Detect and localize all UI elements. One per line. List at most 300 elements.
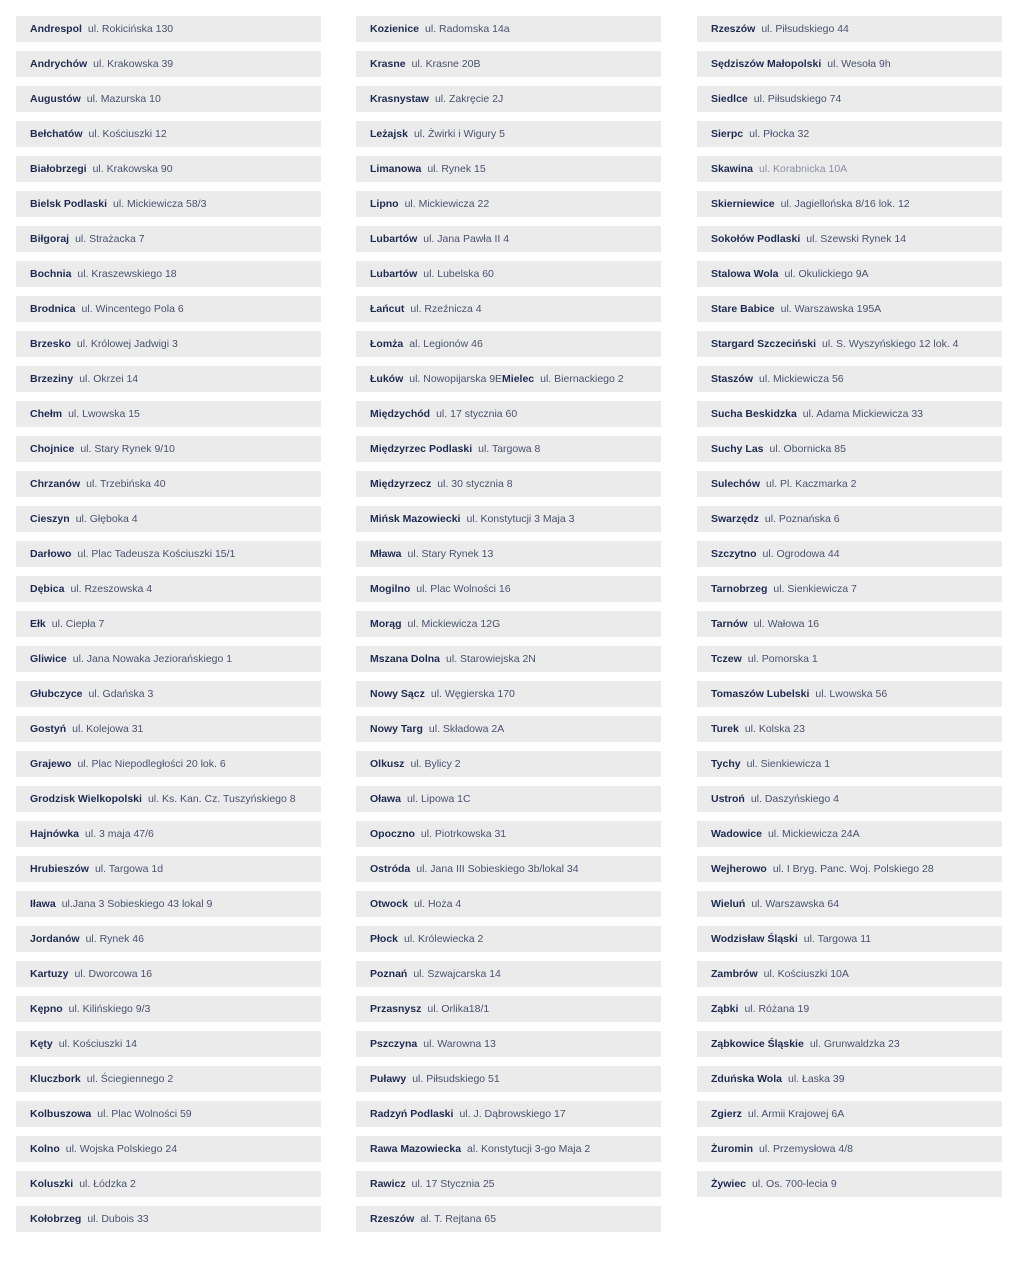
location-address: ul. Konstytucji 3 Maja 3: [466, 513, 575, 525]
location-city: Poznań: [370, 968, 408, 980]
location-address: ul. Kościuszki 12: [88, 128, 167, 140]
location-city: Bełchatów: [30, 128, 83, 140]
location-address: ul. Kilińskiego 9/3: [68, 1003, 151, 1015]
location-item[interactable]: [697, 786, 1002, 812]
location-item[interactable]: [356, 926, 661, 952]
location-address: ul. Obornicka 85: [769, 443, 846, 455]
location-city: Bielsk Podlaski: [30, 198, 108, 210]
location-address: ul. Warowna 13: [423, 1038, 496, 1050]
location-city: Swarzędz: [711, 513, 759, 525]
location-city: Rawicz: [370, 1178, 406, 1190]
location-item[interactable]: [697, 856, 1002, 882]
location-city: Augustów: [30, 93, 81, 105]
location-city: Sucha Beskidzka: [711, 408, 797, 420]
location-address: ul. Ogrodowa 44: [762, 548, 840, 560]
location-city: Bochnia: [30, 268, 72, 280]
location-city: Hajnówka: [30, 828, 80, 840]
location-address: ul. 17 Stycznia 25: [411, 1178, 495, 1190]
location-city: Mińsk Mazowiecki: [370, 513, 461, 525]
location-city: Siedlce: [711, 93, 748, 105]
location-item[interactable]: [697, 191, 1002, 217]
location-city: Limanowa: [370, 163, 422, 175]
location-address: ul. Sienkiewicza 7: [773, 583, 857, 595]
location-address: ul. Okrzei 14: [79, 373, 139, 385]
location-address: ul. Kolska 23: [744, 723, 805, 735]
location-item[interactable]: [356, 856, 661, 882]
location-item[interactable]: [697, 611, 1002, 637]
location-item[interactable]: [697, 296, 1002, 322]
location-city: Łuków: [370, 373, 404, 385]
location-item[interactable]: [16, 156, 321, 182]
location-address: ul. Rynek 15: [427, 163, 486, 175]
location-city: Kępno: [30, 1003, 63, 1015]
locations-column-3: [697, 16, 1002, 1206]
location-item[interactable]: [356, 331, 661, 357]
location-item[interactable]: [356, 1031, 661, 1057]
location-address: ul. Węgierska 170: [430, 688, 515, 700]
location-item[interactable]: [697, 961, 1002, 987]
location-city: Gliwice: [30, 653, 67, 665]
location-city: Białobrzegi: [30, 163, 87, 175]
location-city: Kozienice: [370, 23, 420, 35]
location-city: Brzeziny: [30, 373, 74, 385]
location-item[interactable]: [356, 1066, 661, 1092]
location-address: ul. Królowej Jadwigi 3: [76, 338, 178, 350]
location-city: Tomaszów Lubelski: [711, 688, 810, 700]
location-city: Mszana Dolna: [370, 653, 441, 665]
location-city: Wieluń: [711, 898, 746, 910]
location-city: Wodzisław Śląski: [711, 933, 798, 945]
location-city: Ząbkowice Śląskie: [711, 1038, 804, 1050]
location-city: Kęty: [30, 1038, 53, 1050]
location-item[interactable]: [16, 401, 321, 427]
location-city: Mielec: [502, 373, 535, 385]
location-address: ul. Plac Wolności 59: [97, 1108, 192, 1120]
location-city: Wejherowo: [711, 863, 767, 875]
location-address: ul. Sienkiewicza 1: [746, 758, 831, 770]
location-address: ul. Rokicińska 130: [87, 23, 174, 35]
location-item[interactable]: [16, 436, 321, 462]
location-item[interactable]: [16, 541, 321, 567]
location-city: Grodzisk Wielkopolski: [30, 793, 142, 805]
location-item[interactable]: [697, 576, 1002, 602]
location-item[interactable]: [356, 611, 661, 637]
location-city: Gostyń: [30, 723, 67, 735]
location-address: ul. Plac Niepodległości 20 lok. 6: [77, 758, 226, 770]
location-city: Ostróda: [370, 863, 411, 875]
location-address: ul. Lubelska 60: [423, 268, 494, 280]
location-item[interactable]: [356, 821, 661, 847]
location-city: Brzesko: [30, 338, 71, 350]
location-item[interactable]: [16, 1136, 321, 1162]
location-item[interactable]: [16, 191, 321, 217]
location-item[interactable]: [16, 856, 321, 882]
location-city: Opoczno: [370, 828, 415, 840]
location-city: Łańcut: [370, 303, 405, 315]
location-item[interactable]: [697, 401, 1002, 427]
location-address: ul. Korabnicka 10A: [759, 163, 848, 175]
location-item[interactable]: [16, 891, 321, 917]
location-address: ul. J. Dąbrowskiego 17: [459, 1108, 566, 1120]
location-city: Skawina: [711, 163, 754, 175]
location-city: Tarnobrzeg: [711, 583, 768, 595]
location-city: Biłgoraj: [30, 233, 70, 245]
location-address: ul. Jana Pawła II 4: [423, 233, 510, 245]
location-city: Zambrów: [711, 968, 758, 980]
location-item[interactable]: [356, 576, 661, 602]
location-city: Ełk: [30, 618, 46, 630]
location-city: Płock: [370, 933, 399, 945]
location-item[interactable]: [16, 296, 321, 322]
location-item[interactable]: [16, 576, 321, 602]
location-city: Jordanów: [30, 933, 80, 945]
location-address: ul. Jana III Sobieskiego 3b/lokal 34: [416, 863, 579, 875]
location-item[interactable]: [697, 1136, 1002, 1162]
location-city: Tychy: [711, 758, 741, 770]
location-item[interactable]: [16, 1171, 321, 1197]
location-city: Chrzanów: [30, 478, 81, 490]
location-item[interactable]: [697, 86, 1002, 112]
location-item[interactable]: [697, 681, 1002, 707]
location-item[interactable]: [16, 16, 321, 42]
location-item[interactable]: [356, 401, 661, 427]
location-address: ul. Głęboka 4: [75, 513, 138, 525]
location-item[interactable]: [16, 681, 321, 707]
location-address: ul. Różana 19: [744, 1003, 810, 1015]
location-address: ul. Stary Rynek 9/10: [80, 443, 175, 455]
location-city: Hrubieszów: [30, 863, 89, 875]
location-city: Koluszki: [30, 1178, 74, 1190]
location-item[interactable]: [356, 261, 661, 287]
location-address: ul. Pl. Kaczmarka 2: [766, 478, 857, 490]
location-city: Sędziszów Małopolski: [711, 58, 822, 70]
location-address: ul. Szwajcarska 14: [413, 968, 501, 980]
location-item[interactable]: [16, 1066, 321, 1092]
location-address: ul. Składowa 2A: [428, 723, 505, 735]
location-address: ul. Rzeźnicza 4: [410, 303, 482, 315]
location-item[interactable]: [16, 121, 321, 147]
location-city: Grajewo: [30, 758, 72, 770]
location-city: Lubartów: [370, 233, 418, 245]
location-item[interactable]: [16, 716, 321, 742]
location-item[interactable]: [16, 646, 321, 672]
location-city: Cieszyn: [30, 513, 70, 525]
location-item[interactable]: [356, 786, 661, 812]
location-city: Leżajsk: [370, 128, 408, 140]
location-address: ul. Targowa 8: [478, 443, 541, 455]
location-city: Rawa Mazowiecka: [370, 1143, 462, 1155]
location-city: Oława: [370, 793, 401, 805]
location-item[interactable]: [356, 156, 661, 182]
location-item[interactable]: [697, 646, 1002, 672]
location-city: Darłowo: [30, 548, 72, 560]
location-city: Sokołów Podlaski: [711, 233, 801, 245]
location-item[interactable]: [356, 716, 661, 742]
location-address: ul. Jana Nowaka Jeziorańskiego 1: [72, 653, 233, 665]
location-item[interactable]: [697, 331, 1002, 357]
location-address: ul. Targowa 11: [803, 933, 872, 945]
location-item[interactable]: [16, 261, 321, 287]
location-item[interactable]: [356, 1206, 661, 1232]
location-item[interactable]: [16, 471, 321, 497]
location-city: Olkusz: [370, 758, 405, 770]
location-city: Kołobrzeg: [30, 1213, 82, 1225]
location-item[interactable]: [356, 1101, 661, 1127]
location-item[interactable]: [697, 436, 1002, 462]
location-city: Rzeszów: [711, 23, 756, 35]
location-address: ul. Królewiecka 2: [404, 933, 484, 945]
location-city: Iława: [30, 898, 56, 910]
location-item[interactable]: [356, 751, 661, 777]
location-item[interactable]: [16, 786, 321, 812]
location-item[interactable]: [697, 471, 1002, 497]
location-address: ul. Starowiejska 2N: [446, 653, 536, 665]
location-item[interactable]: [697, 541, 1002, 567]
location-item[interactable]: [697, 506, 1002, 532]
location-item[interactable]: [16, 1031, 321, 1057]
location-item[interactable]: [16, 366, 321, 392]
location-address: ul. Grunwaldzka 23: [809, 1038, 900, 1050]
location-city: Międzyrzec Podlaski: [370, 443, 473, 455]
locations-column-1: [16, 16, 321, 1241]
location-item[interactable]: [16, 51, 321, 77]
location-city: Kartuzy: [30, 968, 69, 980]
location-city: Chełm: [30, 408, 63, 420]
location-item[interactable]: [697, 366, 1002, 392]
location-address: ul. Piotrkowska 31: [420, 828, 507, 840]
location-address: ul. Krakowska 90: [92, 163, 173, 175]
location-address: al. T. Rejtana 65: [420, 1213, 497, 1225]
location-item[interactable]: [16, 506, 321, 532]
location-address: ul. Plac Tadeusza Kościuszki 15/1: [77, 548, 236, 560]
location-item[interactable]: [356, 366, 661, 392]
location-item[interactable]: [697, 891, 1002, 917]
location-city: Wadowice: [711, 828, 762, 840]
location-city: Zduńska Wola: [711, 1073, 782, 1085]
location-item[interactable]: [697, 821, 1002, 847]
location-address: ul. Lipowa 1C: [406, 793, 471, 805]
location-item[interactable]: [697, 996, 1002, 1022]
location-item[interactable]: [356, 16, 661, 42]
location-item[interactable]: [16, 86, 321, 112]
location-item[interactable]: [16, 751, 321, 777]
location-item[interactable]: [697, 1066, 1002, 1092]
location-city: Kolbuszowa: [30, 1108, 92, 1120]
location-city: Dębica: [30, 583, 65, 595]
location-address: ul. Adama Mickiewicza 33: [802, 408, 924, 420]
location-address: ul. Bylicy 2: [410, 758, 461, 770]
location-address: ul. Orlika18/1: [427, 1003, 490, 1015]
location-address: ul. Mickiewicza 24A: [767, 828, 860, 840]
location-address: ul. Mazurska 10: [86, 93, 161, 105]
location-address: ul. Kraszewskiego 18: [77, 268, 177, 280]
location-item[interactable]: [356, 506, 661, 532]
location-address: ul. Piłsudskiego 51: [412, 1073, 500, 1085]
location-address: ul. 3 maja 47/6: [85, 828, 154, 840]
location-item[interactable]: [356, 961, 661, 987]
location-address: ul. Zakręcie 2J: [434, 93, 504, 105]
location-address: ul. Warszawska 64: [751, 898, 840, 910]
location-address: ul. Okulickiego 9A: [784, 268, 869, 280]
location-item[interactable]: [697, 1101, 1002, 1127]
location-city: Stalowa Wola: [711, 268, 779, 280]
location-item[interactable]: [356, 1171, 661, 1197]
location-item[interactable]: [356, 86, 661, 112]
location-item[interactable]: [16, 961, 321, 987]
location-item[interactable]: [697, 16, 1002, 42]
location-address: ul. Żwirki i Wigury 5: [413, 128, 505, 140]
location-item[interactable]: [697, 226, 1002, 252]
location-item[interactable]: [697, 926, 1002, 952]
location-address: ul. Piłsudskiego 44: [761, 23, 849, 35]
location-city: Tczew: [711, 653, 742, 665]
location-address: ul. Kościuszki 10A: [763, 968, 849, 980]
location-city: Staszów: [711, 373, 754, 385]
location-item[interactable]: [356, 436, 661, 462]
location-item[interactable]: [356, 646, 661, 672]
location-city: Ustroń: [711, 793, 745, 805]
location-address: ul. Ks. Kan. Cz. Tuszyńskiego 8: [147, 793, 296, 805]
location-address: ul. Mickiewicza 56: [759, 373, 844, 385]
location-item[interactable]: [16, 821, 321, 847]
location-city: Zgierz: [711, 1108, 742, 1120]
location-city: Andrychów: [30, 58, 88, 70]
location-address: ul. Łaska 39: [787, 1073, 845, 1085]
location-address: ul. S. Wyszyńskiego 12 lok. 4: [822, 338, 959, 350]
location-city: Brodnica: [30, 303, 76, 315]
location-city: Turek: [711, 723, 739, 735]
location-address: ul. Poznańska 6: [764, 513, 840, 525]
location-city: Lubartów: [370, 268, 418, 280]
location-city: Głubczyce: [30, 688, 83, 700]
location-address: ul. Strażacka 7: [75, 233, 145, 245]
location-address: ul. Biernackiego 2: [540, 373, 624, 385]
location-address: al. Legionów 46: [409, 338, 483, 350]
location-city: Suchy Las: [711, 443, 764, 455]
location-city: Międzychód: [370, 408, 431, 420]
location-city: Kolno: [30, 1143, 60, 1155]
location-address: ul. Stary Rynek 13: [407, 548, 494, 560]
location-city: Żuromin: [711, 1143, 753, 1155]
location-city: Ząbki: [711, 1003, 739, 1015]
location-item[interactable]: [356, 226, 661, 252]
location-item[interactable]: [16, 926, 321, 952]
location-address: ul. Radomska 14a: [425, 23, 510, 35]
location-address: ul. Os. 700-lecia 9: [752, 1178, 837, 1190]
location-item[interactable]: [356, 891, 661, 917]
location-address: ul. Rzeszowska 4: [70, 583, 153, 595]
location-city: Łomża: [370, 338, 404, 350]
location-item[interactable]: [697, 121, 1002, 147]
location-address: ul. 30 stycznia 8: [437, 478, 513, 490]
location-city: Morąg: [370, 618, 402, 630]
location-address: ul. Dubois 33: [87, 1213, 149, 1225]
location-item[interactable]: [356, 121, 661, 147]
location-city: Pszczyna: [370, 1038, 418, 1050]
location-item[interactable]: [697, 716, 1002, 742]
location-address: ul. Ciepła 7: [51, 618, 105, 630]
location-address: ul. Jagiellońska 8/16 lok. 12: [780, 198, 910, 210]
location-address: ul. Mickiewicza 12G: [407, 618, 501, 630]
location-address: ul. Przemysłowa 4/8: [759, 1143, 853, 1155]
location-address: ul. Płocka 32: [749, 128, 810, 140]
location-item[interactable]: [356, 471, 661, 497]
location-address: ul. Dworcowa 16: [74, 968, 153, 980]
location-city: Stare Babice: [711, 303, 775, 315]
location-city: Puławy: [370, 1073, 407, 1085]
location-city: Tarnów: [711, 618, 748, 630]
location-item[interactable]: [356, 541, 661, 567]
location-address: ul. Szewski Rynek 14: [806, 233, 907, 245]
location-item[interactable]: [16, 1206, 321, 1232]
location-address: ul. I Bryg. Panc. Woj. Polskiego 28: [772, 863, 934, 875]
location-item[interactable]: [356, 1136, 661, 1162]
location-city: Szczytno: [711, 548, 757, 560]
location-city: Sulechów: [711, 478, 761, 490]
location-item[interactable]: [16, 611, 321, 637]
location-city: Radzyń Podlaski: [370, 1108, 454, 1120]
location-address: ul. Daszyńskiego 4: [750, 793, 839, 805]
location-item[interactable]: [356, 681, 661, 707]
location-address: ul. Plac Wolności 16: [416, 583, 511, 595]
location-city: Stargard Szczeciński: [711, 338, 817, 350]
location-address: ul. Wesoła 9h: [827, 58, 891, 70]
location-address: ul. Wincentego Pola 6: [81, 303, 184, 315]
locations-column-2: [356, 16, 661, 1241]
location-city: Nowy Sącz: [370, 688, 425, 700]
location-city: Otwock: [370, 898, 408, 910]
location-address: ul. Ściegiennego 2: [86, 1073, 174, 1085]
location-city: Krasnystaw: [370, 93, 429, 105]
location-address: ul. Kościuszki 14: [58, 1038, 137, 1050]
location-city: Skierniewice: [711, 198, 775, 210]
location-item[interactable]: [697, 751, 1002, 777]
location-address: ul. Nowopijarska 9E: [409, 373, 503, 385]
location-item[interactable]: [356, 191, 661, 217]
location-item[interactable]: [356, 296, 661, 322]
location-item[interactable]: [697, 51, 1002, 77]
location-city: Sierpc: [711, 128, 744, 140]
location-address: ul. 17 stycznia 60: [436, 408, 518, 420]
location-city: Międzyrzecz: [370, 478, 432, 490]
location-city: Kluczbork: [30, 1073, 81, 1085]
location-city: Żywiec: [711, 1178, 747, 1190]
location-item[interactable]: [16, 226, 321, 252]
location-address: ul. Mickiewicza 22: [404, 198, 490, 210]
location-address: ul. Rynek 46: [85, 933, 144, 945]
location-item[interactable]: [16, 996, 321, 1022]
location-item[interactable]: [356, 51, 661, 77]
location-city: Lipno: [370, 198, 399, 210]
location-address: ul. Wałowa 16: [753, 618, 820, 630]
location-item[interactable]: [697, 1171, 1002, 1197]
location-address: ul. Trzebińska 40: [86, 478, 166, 490]
location-item[interactable]: [697, 1031, 1002, 1057]
location-address: ul. Łódzka 2: [79, 1178, 136, 1190]
location-address: ul. Pomorska 1: [747, 653, 818, 665]
location-address: ul. Mickiewicza 58/3: [113, 198, 207, 210]
location-item[interactable]: [697, 261, 1002, 287]
location-city: Nowy Targ: [370, 723, 423, 735]
location-address: ul. Targowa 1d: [94, 863, 164, 875]
location-item[interactable]: [697, 156, 1002, 182]
location-item[interactable]: [356, 996, 661, 1022]
location-city: Mława: [370, 548, 402, 560]
location-city: Chojnice: [30, 443, 75, 455]
location-item[interactable]: [16, 331, 321, 357]
location-city: Krasne: [370, 58, 406, 70]
location-item[interactable]: [16, 1101, 321, 1127]
